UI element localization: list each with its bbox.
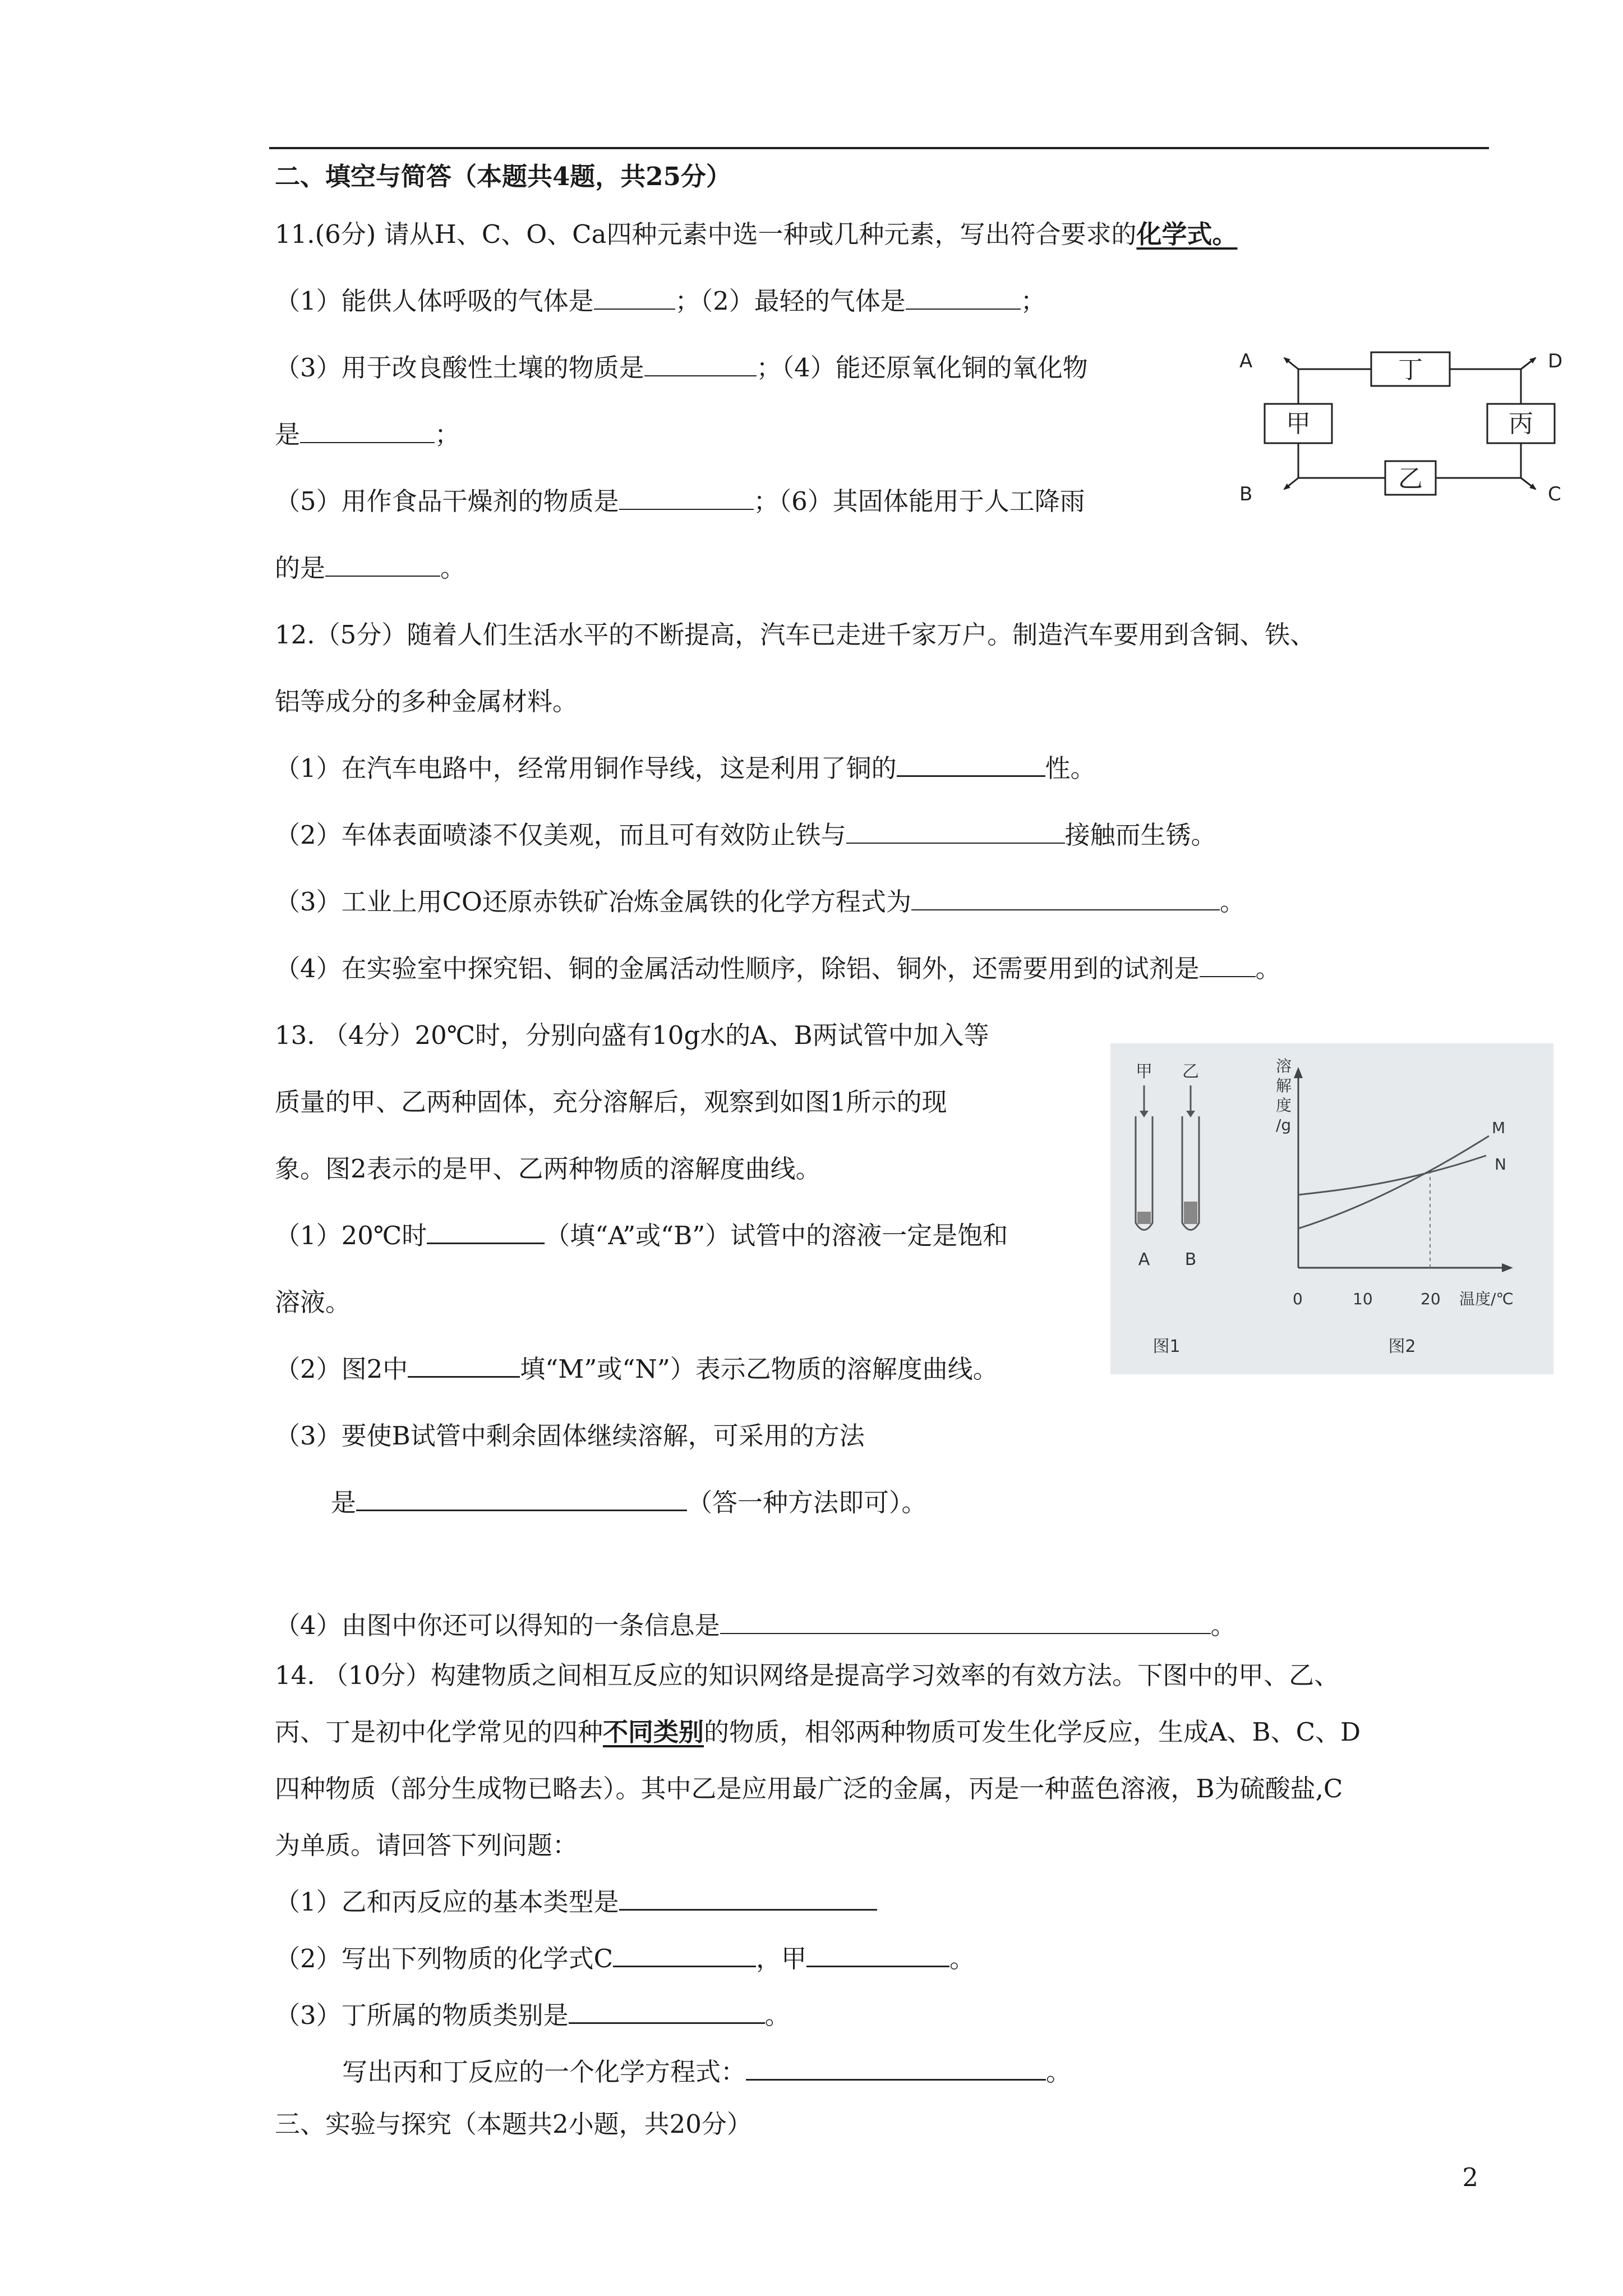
figure-2-caption: 图2 — [1388, 1337, 1416, 1356]
q13-part-2: （2）图2中 填“M”或“N”）表示乙物质的溶解度曲线。 — [275, 1352, 998, 1386]
answer-blank[interactable] — [619, 1885, 877, 1911]
diagram-label-c: C — [1548, 483, 1561, 505]
q13-part-3: （3）要使B试管中剩余固体继续溶解，可采用的方法 — [275, 1421, 865, 1451]
q13-stem-1: 13. （4分）20℃时，分别向盛有10g水的A、B两试管中加入等 — [275, 1020, 989, 1050]
answer-blank[interactable] — [897, 752, 1045, 777]
q13-part-1-cont: 溶液。 — [275, 1287, 351, 1317]
answer-blank[interactable] — [325, 552, 440, 577]
answer-blank[interactable] — [906, 285, 1021, 310]
section-3-title: 三、实验与探究（本题共2小题，共20分） — [275, 2109, 752, 2139]
q11-line-2: （3）用于改良酸性土壤的物质是 ；（4）能还原氧化铜的氧化物 — [275, 353, 1088, 383]
answer-blank[interactable] — [569, 1999, 765, 2024]
q13-part-3-cont: 是 （答一种方法即可）。 — [331, 1486, 927, 1520]
x-tick: 20 — [1421, 1290, 1441, 1308]
x-tick: 10 — [1353, 1290, 1373, 1308]
answer-blank[interactable] — [408, 1352, 520, 1378]
q12-stem-1: 12.（5分）随着人们生活水平的不断提高，汽车已走进千家万户。制造汽车要用到含铜、铁、 — [275, 620, 1316, 650]
y-label-3: 度 — [1276, 1096, 1292, 1115]
tube-a-label: A — [1138, 1250, 1150, 1269]
answer-blank[interactable] — [746, 2055, 1046, 2081]
answer-blank[interactable] — [644, 352, 757, 376]
q12-part-2: （2）车体表面喷漆不仅美观，而且可有效防止铁与 接触而生锈。 — [275, 820, 1216, 850]
diagram-bing: 丙 — [1509, 409, 1533, 438]
answer-blank[interactable] — [613, 1942, 756, 1967]
tube-b-label: B — [1184, 1250, 1197, 1269]
section-2-title: 二、填空与简答（本题共4题，共25分） — [275, 162, 731, 191]
reaction-network-diagram — [1228, 342, 1576, 510]
q14-stem-3: 四种物质（部分生成物已略去）。其中乙是应用最广泛的金属，丙是一种蓝色溶液，B为硫酸盐,C — [275, 1774, 1343, 1803]
q11-line-4: （5）用作食品干燥剂的物质是 ；（6）其固体能用于人工降雨 — [275, 486, 1085, 516]
answer-blank[interactable] — [720, 1609, 1211, 1634]
answer-blank[interactable] — [806, 1942, 949, 1967]
q13-part-4: （4）由图中你还可以得知的一条信息是 。 — [275, 1611, 1236, 1640]
curve-n-label: N — [1495, 1155, 1506, 1174]
diagram-yi: 乙 — [1398, 464, 1423, 493]
q12-part-1: （1）在汽车电路中，经常用铜作导线，这是利用了铜的 性。 — [275, 752, 1096, 785]
q14-stem-4: 为单质。请回答下列问题： — [275, 1830, 578, 1860]
q12-stem-2: 铝等成分的多种金属材料。 — [275, 687, 578, 716]
q14-emphasis: 不同类别 — [603, 1717, 704, 1747]
diagram-ding: 丁 — [1398, 356, 1423, 384]
q13-stem-3: 象。图2表示的是甲、乙两种物质的溶解度曲线。 — [275, 1154, 821, 1184]
curve-m-label: M — [1492, 1119, 1506, 1137]
answer-blank[interactable] — [356, 1486, 687, 1511]
q12-part-4: （4）在实验室中探究铝、铜的金属活动性顺序，除铝、铜外，还需要用到的试剂是 。 — [275, 954, 1281, 983]
diagram-jia: 甲 — [1286, 409, 1311, 438]
tube-label-yi: 乙 — [1182, 1062, 1199, 1082]
diagram-label-b: B — [1239, 483, 1253, 505]
answer-blank[interactable] — [300, 418, 435, 443]
q14-part-1: （1）乙和丙反应的基本类型是 — [275, 1885, 877, 1919]
y-label-1: 溶 — [1276, 1057, 1292, 1075]
q14-stem-2: 丙、丁是初中化学常见的四种不同类别的物质，相邻两种物质可发生化学反应，生成A、B、C、D — [275, 1717, 1361, 1747]
figure-1-caption: 图1 — [1152, 1337, 1181, 1356]
tube-label-jia: 甲 — [1136, 1062, 1152, 1082]
answer-blank[interactable] — [619, 485, 754, 510]
top-rule — [269, 147, 1489, 149]
q13-part-1: （1）20℃时 （填“A”或“B”）试管中的溶液一定是饱和 — [275, 1219, 1008, 1253]
answer-blank[interactable] — [427, 1219, 545, 1244]
diagram-label-d: D — [1548, 350, 1563, 372]
q14-part-4: 写出丙和丁反应的一个化学方程式： 。 — [342, 2055, 1071, 2089]
answer-blank[interactable] — [911, 886, 1220, 910]
q11-stem: 11.(6分) 请从H、C、O、Ca四种元素中选一种或几种元素，写出符合要求的化学式。 — [275, 219, 1238, 249]
page-number: 2 — [1462, 2162, 1478, 2192]
x-tick: 0 — [1293, 1290, 1303, 1308]
q14-stem-1: 14. （10分）构建物质之间相互反应的知识网络是提高学习效率的有效方法。下图中的甲、乙、 — [275, 1660, 1340, 1690]
q12-part-3: （3）工业上用CO还原赤铁矿冶炼金属铁的化学方程式为 。 — [275, 887, 1245, 917]
answer-blank[interactable] — [1200, 953, 1256, 977]
q11-line-5: 的是 。 — [275, 553, 466, 583]
y-label-2: 解 — [1276, 1076, 1292, 1095]
diagram-label-a: A — [1239, 350, 1253, 372]
solubility-figure — [1110, 1043, 1553, 1374]
x-axis-label: 温度/℃ — [1459, 1290, 1514, 1308]
q11-line-3: 是 ； — [275, 420, 460, 449]
answer-blank[interactable] — [846, 819, 1065, 844]
q14-part-2: （2）写出下列物质的化学式C ，甲 。 — [275, 1942, 975, 1976]
q13-stem-2: 质量的甲、乙两种固体，充分溶解后，观察到如图1所示的现 — [275, 1087, 947, 1117]
y-label-4: /g — [1276, 1116, 1292, 1134]
q14-part-3: （3）丁所属的物质类别是 。 — [275, 1999, 790, 2032]
q11-line-1: （1）能供人体呼吸的气体是 ；（2）最轻的气体是 ； — [275, 286, 1046, 316]
q11-emphasis: 化学式。 — [1136, 219, 1238, 249]
answer-blank[interactable] — [594, 285, 675, 310]
